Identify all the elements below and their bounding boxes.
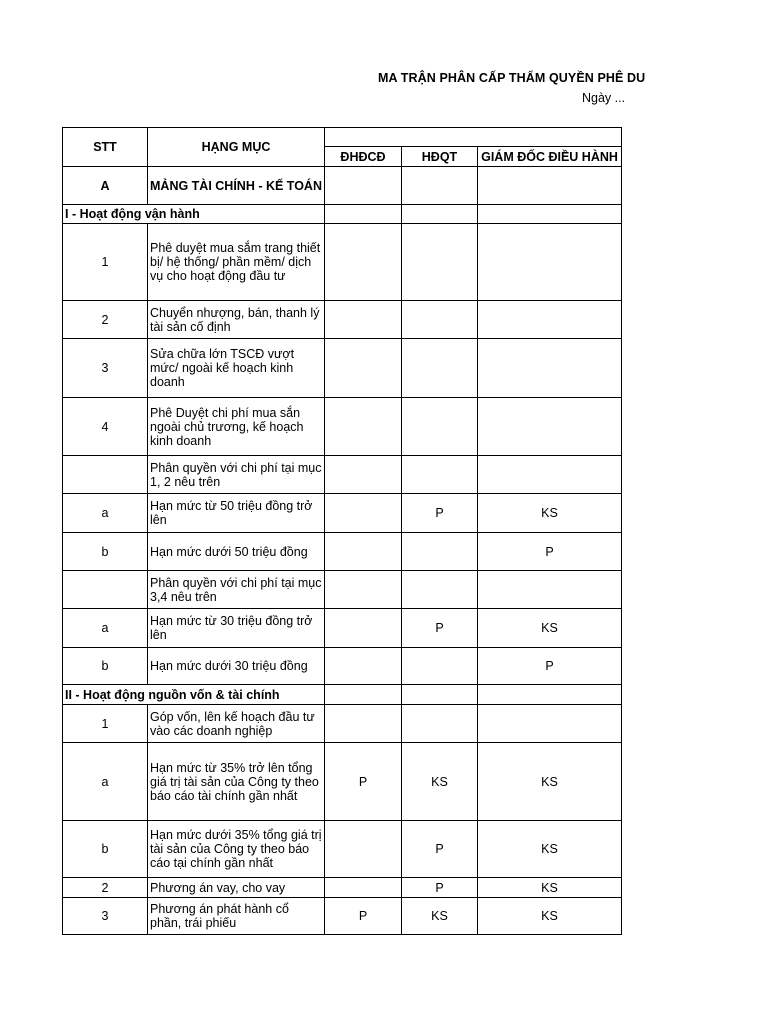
row-dhdcd xyxy=(325,398,402,456)
row-giam-doc xyxy=(478,456,622,494)
row-stt: b xyxy=(63,648,148,685)
row-giam-doc xyxy=(478,705,622,743)
row-item: Phương án vay, cho vay xyxy=(148,878,325,898)
header-group-cell xyxy=(325,128,622,147)
row-item: Phân quyền với chi phí tại mục 1, 2 nêu trên xyxy=(148,456,325,494)
row-dhdcd: P xyxy=(325,743,402,821)
header-hdqt: HĐQT xyxy=(402,147,478,167)
row-dhdcd xyxy=(325,494,402,533)
section-row xyxy=(63,685,622,705)
table-row xyxy=(63,339,622,398)
row-item: Phê duyệt mua sắm trang thiết bị/ hệ thống/ phần mềm/ dịch vụ cho hoạt động đầu tư xyxy=(148,224,325,301)
row-dhdcd xyxy=(325,571,402,609)
row-hdqt xyxy=(402,224,478,301)
section-row xyxy=(63,205,622,224)
table-row xyxy=(63,167,622,205)
row-hdqt: P xyxy=(402,821,478,878)
table-row xyxy=(63,743,622,821)
row-dhdcd xyxy=(325,224,402,301)
row-hdqt xyxy=(402,705,478,743)
row-stt: 3 xyxy=(63,898,148,935)
row-giam-doc: KS xyxy=(478,878,622,898)
row-giam-doc: P xyxy=(478,533,622,571)
row-hdqt xyxy=(402,648,478,685)
row-stt: b xyxy=(63,533,148,571)
row-hdqt: P xyxy=(402,494,478,533)
header-hang-muc: HẠNG MỤC xyxy=(148,128,325,167)
header-giam-doc: GIÁM ĐỐC ĐIỀU HÀNH xyxy=(478,147,622,167)
row-giam-doc: KS xyxy=(478,494,622,533)
row-giam-doc xyxy=(478,301,622,339)
row-dhdcd xyxy=(325,821,402,878)
row-hdqt: KS xyxy=(402,898,478,935)
row-stt: 2 xyxy=(63,301,148,339)
table-row xyxy=(63,456,622,494)
section-cell xyxy=(478,205,622,224)
table-row xyxy=(63,821,622,878)
row-dhdcd: P xyxy=(325,898,402,935)
row-item: Hạn mức từ 50 triệu đồng trở lên xyxy=(148,494,325,533)
row-giam-doc: KS xyxy=(478,821,622,878)
section-title: II - Hoạt động nguồn vốn & tài chính xyxy=(63,685,325,705)
row-giam-doc xyxy=(478,398,622,456)
row-dhdcd xyxy=(325,167,402,205)
row-giam-doc xyxy=(478,571,622,609)
header-row-top xyxy=(63,128,622,147)
table-row xyxy=(63,571,622,609)
row-stt: 1 xyxy=(63,705,148,743)
row-stt: b xyxy=(63,821,148,878)
row-stt: a xyxy=(63,494,148,533)
section-cell xyxy=(402,205,478,224)
row-stt: 4 xyxy=(63,398,148,456)
row-dhdcd xyxy=(325,648,402,685)
row-item: Hạn mức dưới 35% tổng giá trị tài sản của Công ty theo báo cáo tại chính gần nhất xyxy=(148,821,325,878)
row-giam-doc xyxy=(478,167,622,205)
row-stt: 1 xyxy=(63,224,148,301)
row-item: Góp vốn, lên kế hoạch đầu tư vào các doanh nghiệp xyxy=(148,705,325,743)
row-hdqt xyxy=(402,571,478,609)
header-stt: STT xyxy=(63,128,148,167)
section-cell xyxy=(325,685,402,705)
row-dhdcd xyxy=(325,456,402,494)
row-item: Phê Duyệt chi phí mua sắn ngoài chủ trương, kế hoạch kinh doanh xyxy=(148,398,325,456)
section-cell xyxy=(402,685,478,705)
row-hdqt xyxy=(402,456,478,494)
table-row xyxy=(63,648,622,685)
section-title: I - Hoạt động vận hành xyxy=(63,205,325,224)
row-item: Hạn mức từ 35% trở lên tổng giá trị tài sản của Công ty theo báo cáo tài chính gần nhất xyxy=(148,743,325,821)
row-hdqt: KS xyxy=(402,743,478,821)
row-stt: 3 xyxy=(63,339,148,398)
row-stt xyxy=(63,456,148,494)
row-stt xyxy=(63,571,148,609)
table-row xyxy=(63,878,622,898)
row-item: Phương án phát hành cổ phần, trái phiếu xyxy=(148,898,325,935)
row-dhdcd xyxy=(325,705,402,743)
section-cell xyxy=(478,685,622,705)
row-stt: 2 xyxy=(63,878,148,898)
row-dhdcd xyxy=(325,533,402,571)
row-hdqt xyxy=(402,398,478,456)
row-giam-doc: KS xyxy=(478,743,622,821)
row-item: Sửa chữa lớn TSCĐ vượt mức/ ngoài kế hoạch kinh doanh xyxy=(148,339,325,398)
row-dhdcd xyxy=(325,301,402,339)
row-hdqt: P xyxy=(402,609,478,648)
table-row xyxy=(63,494,622,533)
table-row xyxy=(63,898,622,935)
document-date: Ngày ... xyxy=(582,91,626,105)
section-cell xyxy=(325,205,402,224)
row-giam-doc xyxy=(478,224,622,301)
table-row xyxy=(63,301,622,339)
table-row xyxy=(63,705,622,743)
table-row xyxy=(63,398,622,456)
row-item: Chuyển nhượng, bán, thanh lý tài sản cố định xyxy=(148,301,325,339)
table-row xyxy=(63,609,622,648)
row-stt: A xyxy=(63,167,148,205)
row-item: MẢNG TÀI CHÍNH - KẾ TOÁN xyxy=(148,167,325,205)
row-giam-doc xyxy=(478,339,622,398)
row-hdqt xyxy=(402,167,478,205)
row-item: Phân quyền với chi phí tại mục 3,4 nêu trên xyxy=(148,571,325,609)
row-hdqt xyxy=(402,301,478,339)
document-title: MA TRẬN PHÂN CẤP THẨM QUYỀN PHÊ DU xyxy=(378,71,646,85)
table-row xyxy=(63,224,622,301)
header-dhdcd: ĐHĐCĐ xyxy=(325,147,402,167)
table-row xyxy=(63,533,622,571)
row-stt: a xyxy=(63,609,148,648)
row-dhdcd xyxy=(325,339,402,398)
row-item: Hạn mức từ 30 triệu đồng trở lên xyxy=(148,609,325,648)
row-giam-doc: P xyxy=(478,648,622,685)
approval-matrix-table xyxy=(62,127,622,935)
row-dhdcd xyxy=(325,878,402,898)
row-hdqt xyxy=(402,339,478,398)
row-giam-doc: KS xyxy=(478,898,622,935)
row-dhdcd xyxy=(325,609,402,648)
row-hdqt xyxy=(402,533,478,571)
row-item: Hạn mức dưới 30 triệu đồng xyxy=(148,648,325,685)
row-hdqt: P xyxy=(402,878,478,898)
row-giam-doc: KS xyxy=(478,609,622,648)
row-stt: a xyxy=(63,743,148,821)
row-item: Hạn mức dưới 50 triệu đồng xyxy=(148,533,325,571)
